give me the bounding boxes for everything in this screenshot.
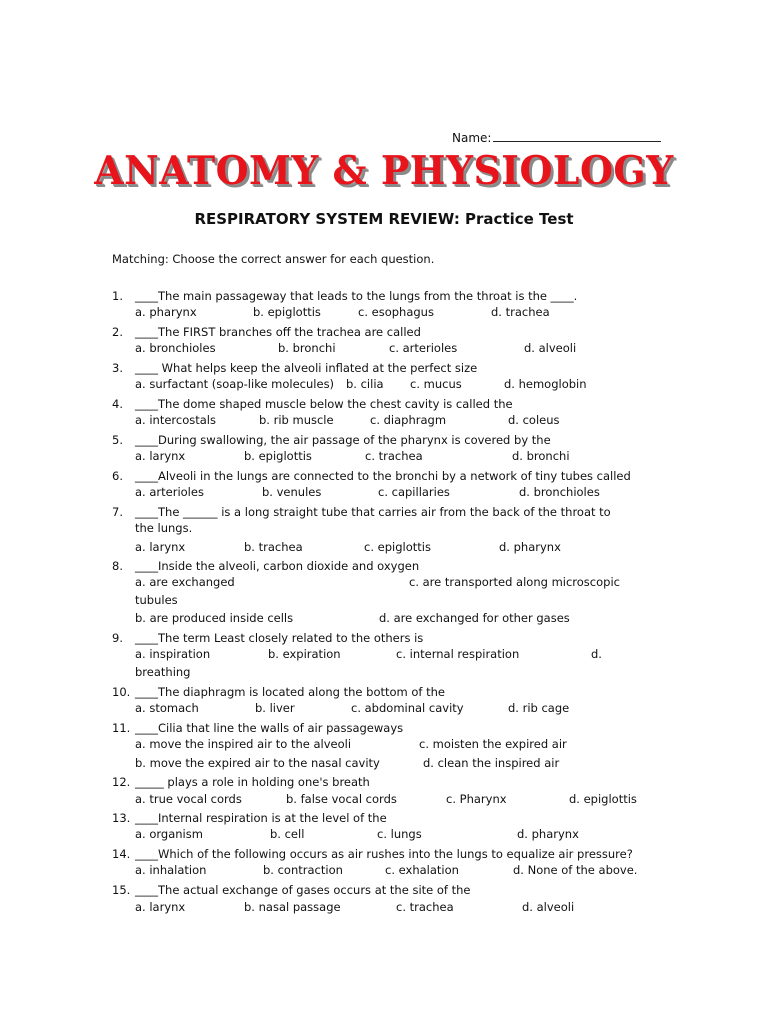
question-number: 9. [112, 631, 123, 645]
option: b. nasal passage [244, 900, 341, 914]
option: a. true vocal cords [135, 792, 242, 806]
answer-options [135, 863, 675, 881]
answer-options [135, 701, 675, 719]
question-number: 15. [112, 883, 131, 897]
question-text: ____The diaphragm is located along the bottom of the [135, 685, 446, 699]
name-label: Name: [452, 131, 492, 145]
option: a. inhalation [135, 863, 207, 877]
option: a. arterioles [135, 485, 204, 499]
question-number: 10. [112, 685, 131, 699]
option: c. internal respiration [396, 647, 520, 661]
answer-options [135, 305, 675, 323]
question-text: ____Alveoli in the lungs are connected to the bronchi by a network of tiny tubes called [135, 469, 631, 483]
option: a. larynx [135, 449, 186, 463]
question-text: ____Cilia that line the walls of air passageways [135, 721, 404, 735]
option: c. abdominal cavity [351, 701, 464, 715]
name-blank [493, 130, 661, 142]
answer-options [135, 647, 675, 665]
question-text: _____ plays a role in holding one's breath [135, 775, 370, 789]
option: b. cell [270, 827, 305, 841]
answer-options [135, 377, 675, 395]
question-number: 11. [112, 721, 131, 735]
option: d. clean the inspired air [423, 756, 560, 770]
question-text: ____Internal respiration is at the level of the [135, 811, 387, 825]
question-text: ____During swallowing, the air passage of the pharynx is covered by the [135, 433, 551, 447]
option: c. are transported along microscopic [409, 575, 620, 589]
option: a. larynx [135, 540, 186, 554]
option: b. epiglottis [244, 449, 312, 463]
question-text: ____The term Least closely related to the others is [135, 631, 424, 645]
option: d. are exchanged for other gases [379, 611, 570, 625]
question-number: 4. [112, 397, 123, 411]
option: d. rib cage [508, 701, 570, 715]
name-field [452, 130, 661, 145]
answer-options [135, 900, 675, 918]
option: b. epiglottis [253, 305, 321, 319]
question-number: 12. [112, 775, 131, 789]
question-text: ____Inside the alveoli, carbon dioxide and oxygen [135, 559, 420, 573]
question-number: 2. [112, 325, 123, 339]
question-number: 6. [112, 469, 123, 483]
option: b. contraction [263, 863, 343, 877]
option: d. coleus [508, 413, 560, 427]
question-text: ____ What helps keep the alveoli inflated at the perfect size [135, 361, 478, 375]
option: d. None of the above. [513, 863, 638, 877]
option: c. capillaries [378, 485, 450, 499]
option: b. are produced inside cells [135, 611, 294, 625]
option: c. lungs [377, 827, 422, 841]
option-continued: breathing [135, 665, 191, 679]
option: b. bronchi [278, 341, 336, 355]
option: a. bronchioles [135, 341, 216, 355]
option: c. mucus [410, 377, 462, 391]
option: c. epiglottis [364, 540, 431, 554]
answer-options [135, 485, 675, 503]
answer-options [135, 611, 675, 629]
option: c. exhalation [385, 863, 459, 877]
option: b. expiration [268, 647, 341, 661]
option: a. inspiration [135, 647, 211, 661]
option: c. arterioles [389, 341, 458, 355]
question-number: 5. [112, 433, 123, 447]
option: c. moisten the expired air [419, 737, 567, 751]
option: d. alveoli [522, 900, 575, 914]
option: b. false vocal cords [286, 792, 397, 806]
question-number: 1. [112, 289, 123, 303]
question-number: 14. [112, 847, 131, 861]
option: d. [591, 647, 602, 661]
answer-options [135, 413, 675, 431]
option: c. trachea [396, 900, 454, 914]
option: b. venules [262, 485, 322, 499]
option: a. pharynx [135, 305, 197, 319]
option-continued: tubules [135, 593, 178, 607]
question-number: 13. [112, 811, 131, 825]
option: d. bronchioles [519, 485, 600, 499]
question-text: ____The actual exchange of gases occurs at the site of the [135, 883, 471, 897]
option: d. alveoli [524, 341, 577, 355]
answer-options [135, 449, 675, 467]
option: a. larynx [135, 900, 186, 914]
answer-options [135, 575, 675, 593]
answer-options [135, 540, 675, 558]
question-text: ____Which of the following occurs as air rushes into the lungs to equalize air pressure? [135, 847, 633, 861]
question-text: ____The dome shaped muscle below the chest cavity is called the [135, 397, 513, 411]
option: d. trachea [491, 305, 550, 319]
question-text: ____The main passageway that leads to the lungs from the throat is the ____. [135, 289, 578, 303]
option: c. trachea [365, 449, 423, 463]
question-text: ____The FIRST branches off the trachea are called [135, 325, 421, 339]
option: b. rib muscle [259, 413, 334, 427]
question-number: 3. [112, 361, 123, 375]
option: b. move the expired air to the nasal cavity [135, 756, 380, 770]
option: a. stomach [135, 701, 199, 715]
option: d. pharynx [517, 827, 579, 841]
answer-options [135, 792, 675, 810]
option: d. epiglottis [569, 792, 637, 806]
option: d. bronchi [512, 449, 570, 463]
answer-options [135, 341, 675, 359]
option: a. surfactant (soap-like molecules) [135, 377, 335, 391]
option: b. cilia [346, 377, 384, 391]
answer-options [135, 756, 675, 774]
option: a. move the inspired air to the alveoli [135, 737, 352, 751]
option: c. Pharynx [446, 792, 507, 806]
option: d. pharynx [499, 540, 561, 554]
question-number: 8. [112, 559, 123, 573]
option: a. intercostals [135, 413, 216, 427]
page-title: ANATOMY & PHYSIOLOGY [94, 148, 674, 194]
option: a. organism [135, 827, 203, 841]
option: a. are exchanged [135, 575, 235, 589]
question-text-continued: the lungs. [135, 521, 193, 535]
page-subtitle: RESPIRATORY SYSTEM REVIEW: Practice Test [194, 210, 574, 228]
option: b. trachea [244, 540, 303, 554]
answer-options [135, 827, 675, 845]
question-number: 7. [112, 505, 123, 519]
answer-options [135, 737, 675, 755]
option: c. esophagus [358, 305, 434, 319]
option: b. liver [255, 701, 295, 715]
option: c. diaphragm [370, 413, 447, 427]
option: d. hemoglobin [504, 377, 587, 391]
instructions: Matching: Choose the correct answer for each question. [112, 252, 435, 266]
question-text: ____The ______ is a long straight tube that carries air from the back of the throat to [135, 505, 611, 519]
